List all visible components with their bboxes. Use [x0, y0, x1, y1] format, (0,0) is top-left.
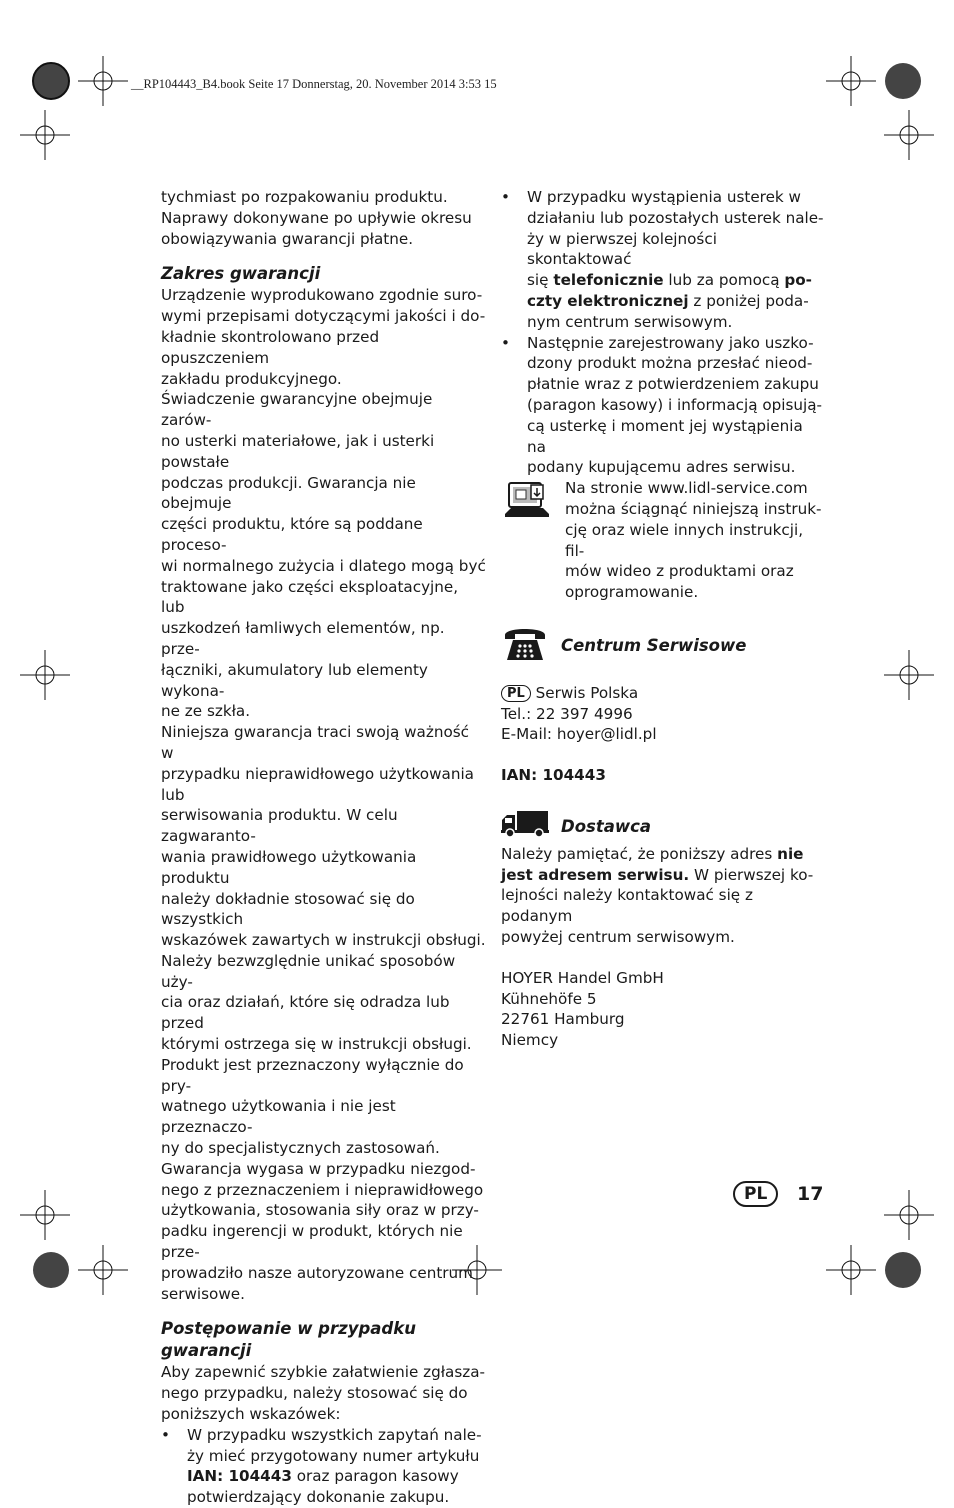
- registration-mark-top-left: [28, 58, 74, 104]
- text-line: obowiązywania gwarancji płatne.: [161, 229, 414, 248]
- crosshair-mark: [20, 110, 70, 160]
- scope-paragraphs: [161, 285, 486, 1304]
- text-line: którymi ostrzega się w instrukcji obsługi.: [161, 1035, 472, 1054]
- service-phone: Tel.: 22 397 4996: [501, 704, 633, 723]
- text-line: Naprawy dokonywane po upływie okresu: [161, 208, 472, 227]
- service-email: E-Mail: hoyer@lidl.pl: [501, 725, 657, 744]
- text-line: kładnie skontrolowano przed opuszczeniem: [161, 327, 380, 367]
- text-line: serwisowe.: [161, 1284, 245, 1303]
- language-badge: PL: [733, 1181, 778, 1207]
- section-heading-scope: Zakres gwarancji: [161, 264, 321, 284]
- text-line: użytkowania, stosowania siły oraz w przy-: [161, 1201, 479, 1220]
- text-line: można ściągnąć niniejszą instruk-: [565, 499, 822, 518]
- section-heading-procedure-cont: gwarancji: [161, 1341, 252, 1361]
- text-line: nego z przeznaczeniem i nieprawidłowego: [161, 1180, 484, 1199]
- service-heading-row: [501, 623, 826, 669]
- page-number: 17: [797, 1183, 824, 1205]
- text-line: Niniejsza gwarancja traci swoją ważność w: [161, 723, 470, 762]
- text-line: jest adresem serwisu. W pierwszej ko-: [501, 865, 814, 884]
- text-line: wania prawidłowego użytkowania produktu: [161, 847, 417, 887]
- text-line: ne ze szkła.: [161, 702, 251, 721]
- text-line: tychmiast po rozpakowaniu produktu.: [161, 188, 448, 206]
- text-line: Należy pamiętać, że poniższy adres nie: [501, 844, 804, 863]
- text-line: łączniki, akumulatory lub elementy wykona-: [161, 660, 428, 700]
- text-line: podczas produkcji. Gwarancja nie obejmuje: [161, 473, 416, 513]
- crosshair-mark: [826, 56, 876, 106]
- text-line: części produktu, które są poddane proceso-: [161, 515, 423, 554]
- crosshair-mark: [884, 110, 934, 160]
- address-line: HOYER Handel GmbH: [501, 968, 664, 987]
- crosshair-mark: [884, 1190, 934, 1240]
- crosshair-mark: [20, 1190, 70, 1240]
- registration-mark-bottom-left: [28, 1247, 74, 1293]
- text-line: Należy bezwzględnie unikać sposobów uży-: [161, 951, 456, 991]
- right-column: [501, 187, 826, 1051]
- text-line: ny do specjalistycznych zastosowań.: [161, 1139, 440, 1158]
- text-line: Produkt jest przeznaczony wyłącznie do pry-: [161, 1055, 464, 1095]
- section-heading-supplier: Dostawca: [561, 816, 652, 836]
- section-heading-procedure: Postępowanie w przypadku: [161, 1319, 416, 1339]
- crosshair-mark: [78, 56, 128, 106]
- contact-list: [501, 187, 826, 478]
- address-line: Kühnehöfe 5: [501, 989, 597, 1008]
- text-line: oprogramowanie.: [565, 583, 699, 602]
- crosshair-mark: [884, 650, 934, 700]
- print-header: __RP104443_B4.book Seite 17 Donnerstag, 20. November 2014 3:53 15: [131, 77, 497, 91]
- text-line: poniższych wskazówek:: [161, 1405, 341, 1424]
- crosshair-mark: [826, 1245, 876, 1295]
- text-line: uszkodzeń łamliwych elementów, np. prze-: [161, 619, 445, 658]
- text-line: mów wideo z produktami oraz: [565, 562, 794, 581]
- procedure-list: [161, 1425, 486, 1508]
- telephone-icon: [501, 623, 549, 663]
- text-line: watnego użytkowania i nie jest przeznaczo-: [161, 1097, 396, 1137]
- service-name-line: PL Serwis Polska: [501, 683, 826, 704]
- text-line: Na stronie www.lidl-service.com: [565, 479, 808, 498]
- country-badge: PL: [501, 685, 531, 702]
- text-line: cję oraz wiele innych instrukcji, fil-: [565, 520, 804, 560]
- ian-number: IAN: 104443: [187, 1467, 292, 1486]
- text-line: cia oraz działań, które się odradza lub przed: [161, 993, 450, 1033]
- web-note: [501, 478, 826, 603]
- crosshair-mark: [78, 1245, 128, 1295]
- text-line: Urządzenie wyprodukowano zgodnie suro-: [161, 286, 483, 305]
- text-line: Świadczenie gwarancyjne obejmuje zarów-: [161, 390, 433, 430]
- text-line: no usterki materiałowe, jak i usterki powstałe: [161, 431, 435, 471]
- text-line: Gwarancja wygasa w przypadku niezgod-: [161, 1159, 476, 1178]
- text-line: lejności należy kontaktować się z podanym: [501, 886, 753, 926]
- text-line: należy dokładnie stosować się do wszystkich: [161, 889, 415, 929]
- text-line: wskazówek zawartych w instrukcji obsługi.: [161, 931, 486, 950]
- text-line: przypadku nieprawidłowego użytkowania lub: [161, 764, 474, 804]
- ian-number: IAN: 104443: [501, 766, 606, 785]
- text-line: padku ingerencji w produkt, których nie prze-: [161, 1222, 463, 1262]
- list-item: • W przypadku wszystkich zapytań nale- ży mieć przygotowany numer artykułu IAN: 104443 oraz paragon kasowy potwierdzający dokonanie zakupu.: [161, 1425, 486, 1508]
- text-line: nego przypadku, należy stosować się do: [161, 1384, 468, 1403]
- list-item: • W przypadku wystąpienia usterek w działaniu lub pozostałych usterek nale- ży w pierwszej kolejności skontaktować się telefonicznie lub za pomocą po- czty elektronicznej z poniżej poda- nym centrum serwisowym.: [501, 187, 826, 333]
- text-line: serwisowania produktu. W celu zagwaranto-: [161, 806, 398, 846]
- text-line: Aby zapewnić szybkie załatwienie zgłasza-: [161, 1363, 486, 1382]
- text-line: zakładu produkcyjnego.: [161, 369, 342, 388]
- crosshair-mark: [20, 650, 70, 700]
- registration-mark-bottom-right: [880, 1247, 926, 1293]
- list-item: • Następnie zarejestrowany jako uszko- dzony produkt można przesłać nieod- płatnie wraz z potwierdzeniem zakupu (paragon kasowy) i informacją opisują- cą usterkę i moment jej wystąpienia na podany kupującemu adres serwisu.: [501, 333, 826, 479]
- text-line: powyżej centrum serwisowym.: [501, 927, 735, 946]
- truck-icon: [501, 810, 549, 838]
- text-line: traktowane jako części eksploatacyjne, lub: [161, 577, 459, 617]
- registration-mark-top-right: [880, 58, 926, 104]
- supplier-heading-row: [501, 810, 826, 844]
- computer-download-icon: [503, 480, 551, 520]
- text-line: wi normalnego zużycia i dlatego mogą być: [161, 556, 486, 575]
- section-heading-service: Centrum Serwisowe: [561, 635, 747, 655]
- address-line: Niemcy: [501, 1031, 559, 1050]
- address-line: 22761 Hamburg: [501, 1010, 625, 1029]
- text-line: prowadziło nasze autoryzowane centrum: [161, 1263, 473, 1282]
- left-column: [161, 187, 486, 1508]
- text-line: wymi przepisami dotyczącymi jakości i do-: [161, 307, 486, 326]
